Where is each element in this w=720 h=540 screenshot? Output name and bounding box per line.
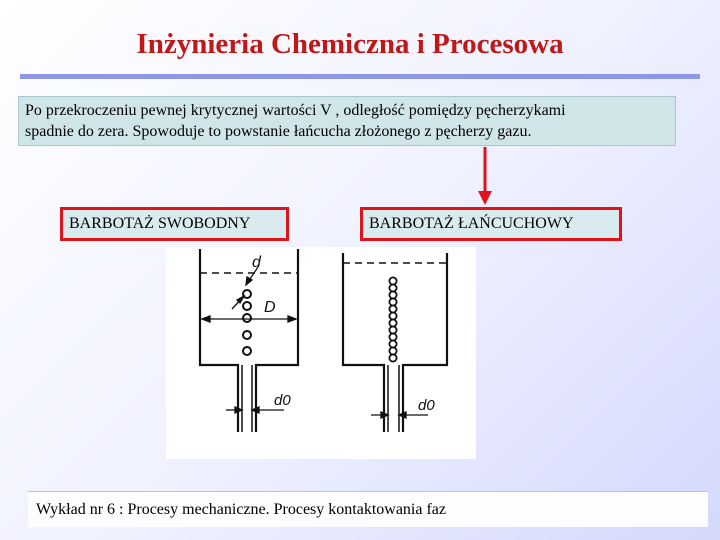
bubble-diameter-label: d bbox=[252, 254, 261, 271]
intro-text-box bbox=[18, 96, 676, 146]
intro-line-1: Po przekroczeniu pewnej krytycznej wartości V , odległość pomiędzy pęcherzykami bbox=[25, 102, 566, 119]
down-arrow-icon bbox=[475, 147, 495, 209]
title-divider bbox=[20, 74, 700, 79]
intro-line-2: spadnie do zera. Spowoduje to powstanie łańcucha złożonego z pęcherzy gazu. bbox=[25, 123, 532, 140]
vessel-diameter-label: D bbox=[264, 299, 276, 316]
bubbling-diagram bbox=[166, 247, 476, 459]
left-nozzle-diameter-label: d0 bbox=[274, 392, 291, 409]
slide-title: Inżynieria Chemiczna i Procesowa bbox=[136, 28, 564, 60]
right-bubble-chain bbox=[389, 277, 396, 361]
label-free-bubbling: BARBOTAŻ SWOBODNY bbox=[60, 207, 289, 241]
footer-lecture-info: Wykład nr 6 : Procesy mechaniczne. Procesy kontaktowania faz bbox=[28, 491, 708, 527]
label-chain-bubbling: BARBOTAŻ ŁAŃCUCHOWY bbox=[360, 207, 622, 241]
left-bubbles bbox=[243, 290, 251, 355]
right-nozzle-diameter-label: d0 bbox=[418, 397, 435, 414]
